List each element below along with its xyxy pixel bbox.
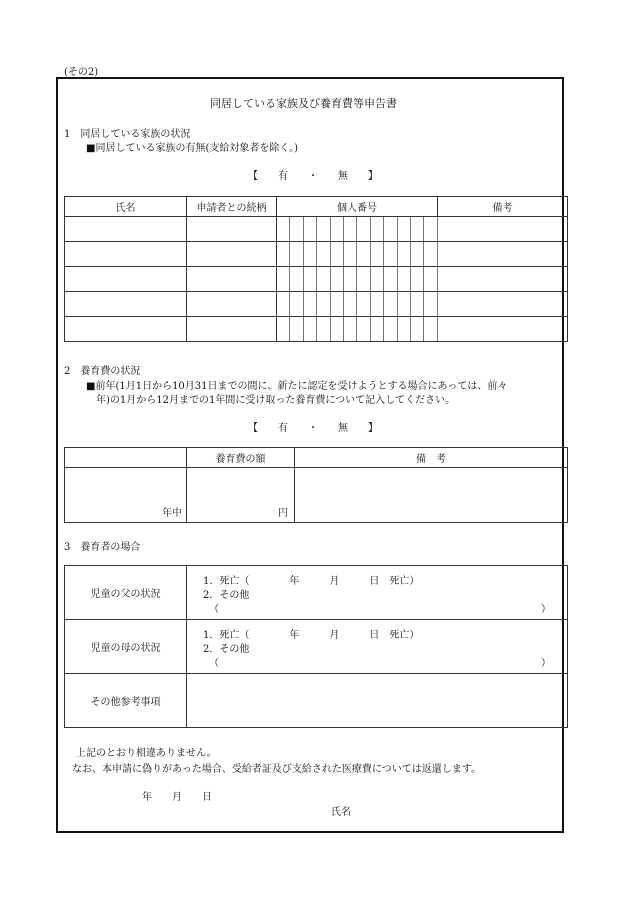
- section2-yes-no: 【 有 ・ 無 】: [248, 423, 378, 434]
- id-digit[interactable]: [330, 267, 343, 292]
- father-option-other: 2．その他: [203, 590, 250, 601]
- name-input[interactable]: [65, 292, 187, 317]
- table-row: [65, 242, 568, 267]
- id-digit[interactable]: [277, 267, 290, 292]
- id-digit[interactable]: [343, 292, 356, 317]
- id-digit[interactable]: [424, 242, 438, 267]
- id-digit[interactable]: [397, 217, 410, 242]
- id-digit[interactable]: [424, 217, 438, 242]
- id-digit[interactable]: [303, 292, 316, 317]
- name-field-label: 氏名: [331, 807, 351, 818]
- id-digit[interactable]: [330, 242, 343, 267]
- id-digit[interactable]: [343, 242, 356, 267]
- remarks-input[interactable]: [438, 292, 568, 317]
- id-digit[interactable]: [303, 267, 316, 292]
- id-digit[interactable]: [317, 217, 330, 242]
- section1-yes-no: 【 有 ・ 無 】: [248, 171, 378, 182]
- relation-input[interactable]: [187, 217, 277, 242]
- id-digit[interactable]: [370, 292, 383, 317]
- id-digit[interactable]: [424, 317, 438, 342]
- id-digit[interactable]: [370, 317, 383, 342]
- year-suffix: 年中: [162, 508, 182, 519]
- id-digit[interactable]: [357, 267, 370, 292]
- section2-heading: 2 養育費の状況: [64, 366, 141, 377]
- id-digit[interactable]: [410, 217, 423, 242]
- id-digit[interactable]: [290, 317, 303, 342]
- support-table: [64, 447, 568, 523]
- id-digit[interactable]: [410, 292, 423, 317]
- remarks-input[interactable]: [438, 217, 568, 242]
- id-digit[interactable]: [357, 292, 370, 317]
- year-header-cell: [65, 448, 187, 468]
- id-digit[interactable]: [370, 217, 383, 242]
- relation-input[interactable]: [187, 267, 277, 292]
- id-digit[interactable]: [410, 267, 423, 292]
- name-input[interactable]: [65, 217, 187, 242]
- father-status-field[interactable]: [187, 566, 568, 620]
- section3-heading: 3 養育者の場合: [64, 542, 141, 553]
- id-digit[interactable]: [330, 292, 343, 317]
- mother-status-field[interactable]: [187, 620, 568, 674]
- mother-status-label: 児童の母の状況: [65, 620, 187, 674]
- other-notes-field[interactable]: [187, 674, 568, 728]
- col-header-name: 氏名: [65, 197, 187, 217]
- name-input[interactable]: [65, 267, 187, 292]
- id-digit[interactable]: [343, 217, 356, 242]
- id-digit[interactable]: [357, 242, 370, 267]
- id-digit[interactable]: [424, 292, 438, 317]
- col-header-remarks: 備考: [438, 197, 568, 217]
- id-digit[interactable]: [384, 267, 397, 292]
- name-input[interactable]: [65, 242, 187, 267]
- guardian-table: [64, 565, 568, 728]
- id-digit[interactable]: [410, 317, 423, 342]
- id-digit[interactable]: [277, 217, 290, 242]
- id-digit[interactable]: [290, 217, 303, 242]
- col-header-relation: 申請者との続柄: [187, 197, 277, 217]
- id-digit[interactable]: [343, 267, 356, 292]
- section2-note-line1: ■前年(1月1日から10月31日までの間に、新たに認定を受けようとする場合にあっては、前々: [86, 381, 508, 392]
- remarks-field[interactable]: [295, 468, 568, 523]
- mother-paren-open: （: [209, 658, 219, 669]
- id-digit[interactable]: [384, 317, 397, 342]
- id-digit[interactable]: [290, 242, 303, 267]
- col-header-id-number: 個人番号: [277, 197, 438, 217]
- id-digit[interactable]: [317, 242, 330, 267]
- id-digit[interactable]: [330, 217, 343, 242]
- id-digit[interactable]: [384, 217, 397, 242]
- remarks-input[interactable]: [438, 242, 568, 267]
- id-digit[interactable]: [397, 317, 410, 342]
- id-digit[interactable]: [303, 317, 316, 342]
- id-digit[interactable]: [397, 292, 410, 317]
- table-row: [65, 267, 568, 292]
- mother-option-death: 1．死亡（ 年 月 日 死亡）: [203, 630, 420, 641]
- mother-option-other: 2．その他: [203, 644, 250, 655]
- id-digit[interactable]: [357, 217, 370, 242]
- amount-field[interactable]: [187, 468, 295, 523]
- id-digit[interactable]: [384, 292, 397, 317]
- name-input[interactable]: [65, 317, 187, 342]
- declaration-line2: なお、本申請に偽りがあった場合、受給者証及び支給された医療費については返還します。: [72, 764, 481, 775]
- date-field[interactable]: 年 月 日: [142, 792, 212, 803]
- id-digit[interactable]: [290, 267, 303, 292]
- col-header-amount: 養育費の額: [187, 448, 295, 468]
- col-header-remarks: 備 考: [295, 448, 568, 468]
- remarks-input[interactable]: [438, 267, 568, 292]
- table-row: [65, 317, 568, 342]
- section1-heading: 1 同居している家族の状況: [64, 129, 191, 140]
- id-digit[interactable]: [397, 242, 410, 267]
- other-notes-label: その他参考事項: [65, 674, 187, 728]
- year-field[interactable]: [65, 468, 187, 523]
- id-digit[interactable]: [317, 317, 330, 342]
- id-digit[interactable]: [277, 292, 290, 317]
- id-digit[interactable]: [277, 317, 290, 342]
- relation-input[interactable]: [187, 242, 277, 267]
- id-digit[interactable]: [410, 242, 423, 267]
- id-digit[interactable]: [370, 242, 383, 267]
- mother-paren-close: ）: [541, 658, 551, 669]
- table-row: [65, 292, 568, 317]
- father-paren-open: （: [209, 604, 219, 615]
- table-row: [65, 217, 568, 242]
- relation-input[interactable]: [187, 317, 277, 342]
- id-digit[interactable]: [317, 267, 330, 292]
- id-digit[interactable]: [370, 267, 383, 292]
- father-status-label: 児童の父の状況: [65, 566, 187, 620]
- section2-note-line2: 年)の1月から12月までの1年間に受け取った養育費について記入してください。: [96, 395, 456, 406]
- id-digit[interactable]: [303, 217, 316, 242]
- family-table: [64, 196, 568, 342]
- id-digit[interactable]: [277, 242, 290, 267]
- section1-note: ■同居している家族の有無(支給対象者を除く。): [86, 143, 299, 154]
- id-digit[interactable]: [397, 267, 410, 292]
- id-digit[interactable]: [357, 317, 370, 342]
- id-digit[interactable]: [424, 267, 438, 292]
- id-digit[interactable]: [290, 292, 303, 317]
- id-digit[interactable]: [343, 317, 356, 342]
- page-label: (その2): [64, 67, 99, 78]
- id-digit[interactable]: [330, 317, 343, 342]
- id-digit[interactable]: [384, 242, 397, 267]
- relation-input[interactable]: [187, 292, 277, 317]
- form-title: 同居している家族及び養育費等申告書: [210, 97, 397, 110]
- yen-unit: 円: [278, 508, 288, 519]
- id-digit[interactable]: [317, 292, 330, 317]
- remarks-input[interactable]: [438, 317, 568, 342]
- declaration-line1: 上記のとおり相違ありません。: [76, 748, 217, 759]
- father-option-death: 1．死亡（ 年 月 日 死亡）: [203, 576, 420, 587]
- father-paren-close: ）: [541, 604, 551, 615]
- id-digit[interactable]: [303, 242, 316, 267]
